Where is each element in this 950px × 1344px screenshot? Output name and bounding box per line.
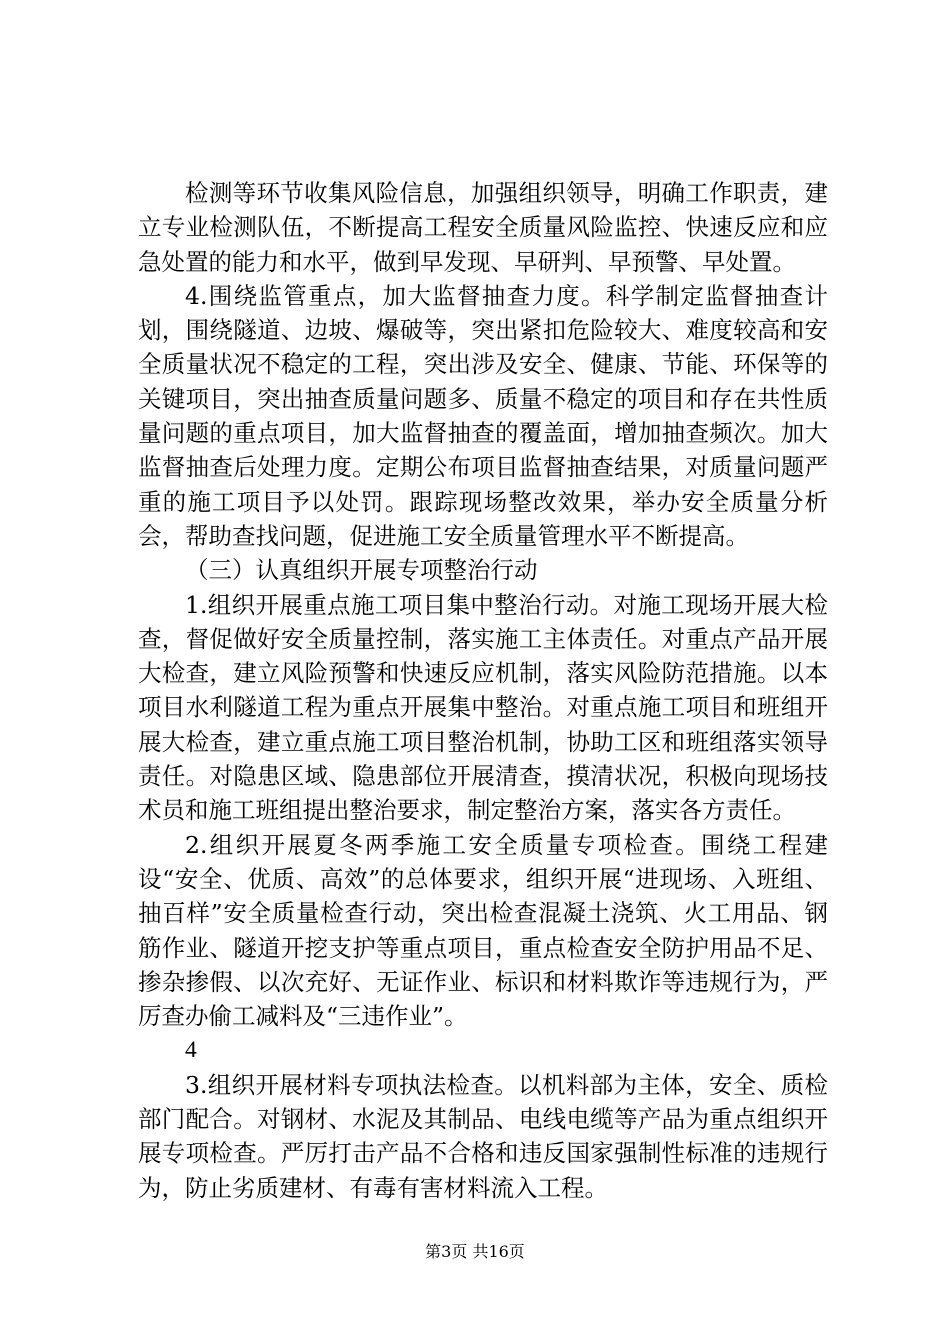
inline-page-number: 4 — [185, 1037, 197, 1064]
paragraph-key-projects-rectification: 1.组织开展重点施工项目集中整治行动。对施工现场开展大检查，督促做好安全质量控制，落实施工主体责任。对重点产品开展大检查，建立风险预警和快速反应机制，落实风险防范措施。以本项目水利隧道工程为重点开展集中整治。对重点施工项目和班组开展大检查，建立重点施工项目整治机制，协助工区和班组落实领导责任。对隐患区域、隐患部位开展清查，摸清状况，积极向现场技术员和施工班组提出整治要求，制定整治方案，落实各方责任。 — [138, 590, 828, 825]
paragraph-material-inspection: 3.组织开展材料专项执法检查。以机料部为主体，安全、质检部门配合。对钢材、水泥及其制品、电线电缆等产品为重点组织开展专项检查。严厉打击产品不合格和违反国家强制性标准的违规行为，防止劣质建材、有毒有害材料流入工程。 — [138, 1070, 828, 1202]
section-heading-special-rectification: （三）认真组织开展专项整治行动 — [185, 556, 538, 585]
paragraph-supervision-focus: 4.围绕监管重点，加大监督抽查力度。科学制定监督抽查计划，围绕隧道、边坡、爆破等，突出紧扣危险较大、难度较高和安全质量状况不稳定的工程，突出涉及安全、健康、节能、环保等的关键项目，突出抽查质量问题多、质量不稳定的项目和存在共性质量问题的重点项目，加大监督抽查的覆盖面，增加抽查频次。加大监督抽查后处理力度。定期公布项目监督抽查结果，对质量问题严重的施工项目予以处罚。跟踪现场整改效果，举办安全质量分析会，帮助查找问题，促进施工安全质量管理水平不断提高。 — [138, 281, 828, 550]
document-body — [138, 176, 828, 1205]
paragraph-risk-info: 检测等环节收集风险信息，加强组织领导，明确工作职责，建立专业检测队伍，不断提高工程安全质量风险监控、快速反应和应急处置的能力和水平，做到早发现、早研判、早预警、早处置。 — [138, 179, 828, 276]
paragraph-seasonal-inspection: 2.组织开展夏冬两季施工安全质量专项检查。围绕工程建设“安全、优质、高效”的总体要求，组织开展“进现场、入班组、抽百样”安全质量检查行动，突出检查混凝土浇筑、火工用品、钢筋作业、隧道开挖支护等重点项目，重点检查安全防护用品不足、掺杂掺假、以次充好、无证作业、标识和材料欺诈等违规行为，严厉查办偷工减料及“三违作业”。 — [138, 830, 828, 1031]
page-footer: 第3页 共16页 — [425, 1242, 525, 1261]
